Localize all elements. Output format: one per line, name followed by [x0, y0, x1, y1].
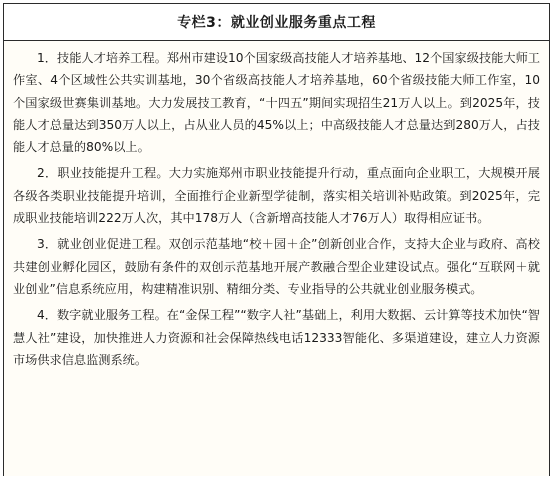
box-content: [4, 41, 549, 476]
paragraph-vocational-upgrade: 2．职业技能提升工程。大力实施郑州市职业技能提升行动，重点面向企业职工，大规模开展各级各类职业技能提升培训，全面推行企业新型学徒制，落实相关培训补贴政策。到2025年，完成职业技能培训222万人次，其中178万人（含新增高技能人才76万人）取得相应证书。: [13, 166, 540, 226]
paragraph-employment-promotion: 3．就业创业促进工程。双创示范基地“校＋园＋企”创新创业合作，支持大企业与政府、高校共建创业孵化园区，鼓励有条件的双创示范基地开展产教融合型企业建设试点。强化“互联网＋就业创业”信息系统应用，构建精准识别、精细分类、专业指导的公共就业创业服务模式。: [13, 237, 540, 296]
box-title: 专栏3：就业创业服务重点工程: [177, 15, 376, 31]
paragraph-digital-employment: 4．数字就业服务工程。在“金保工程”“数字人社”基础上，利用大数据、云计算等技术加快“智慧人社”建设，加快推进人力资源和社会保障热线电话12333智能化、多渠道建设，建立人力资源市场供求信息监测系统。: [13, 308, 540, 367]
paragraph-skills-training: 1．技能人才培养工程。郑州市建设10个国家级高技能人才培养基地、12个国家级技能大师工作室、4个区域性公共实训基地，30个省级高技能人才培养基地，60个省级技能大师工作室，10个国家级世赛集训基地。大力发展技工教育，“十四五”期间实现招生21万人以上。到2025年，技能人才总量达到350万人以上，占从业人员的45%以上；中高级技能人才总量达到280万人，占技能人才总量的80%以上。: [13, 51, 540, 155]
title-bar: [4, 4, 549, 41]
column-box: [3, 3, 550, 476]
